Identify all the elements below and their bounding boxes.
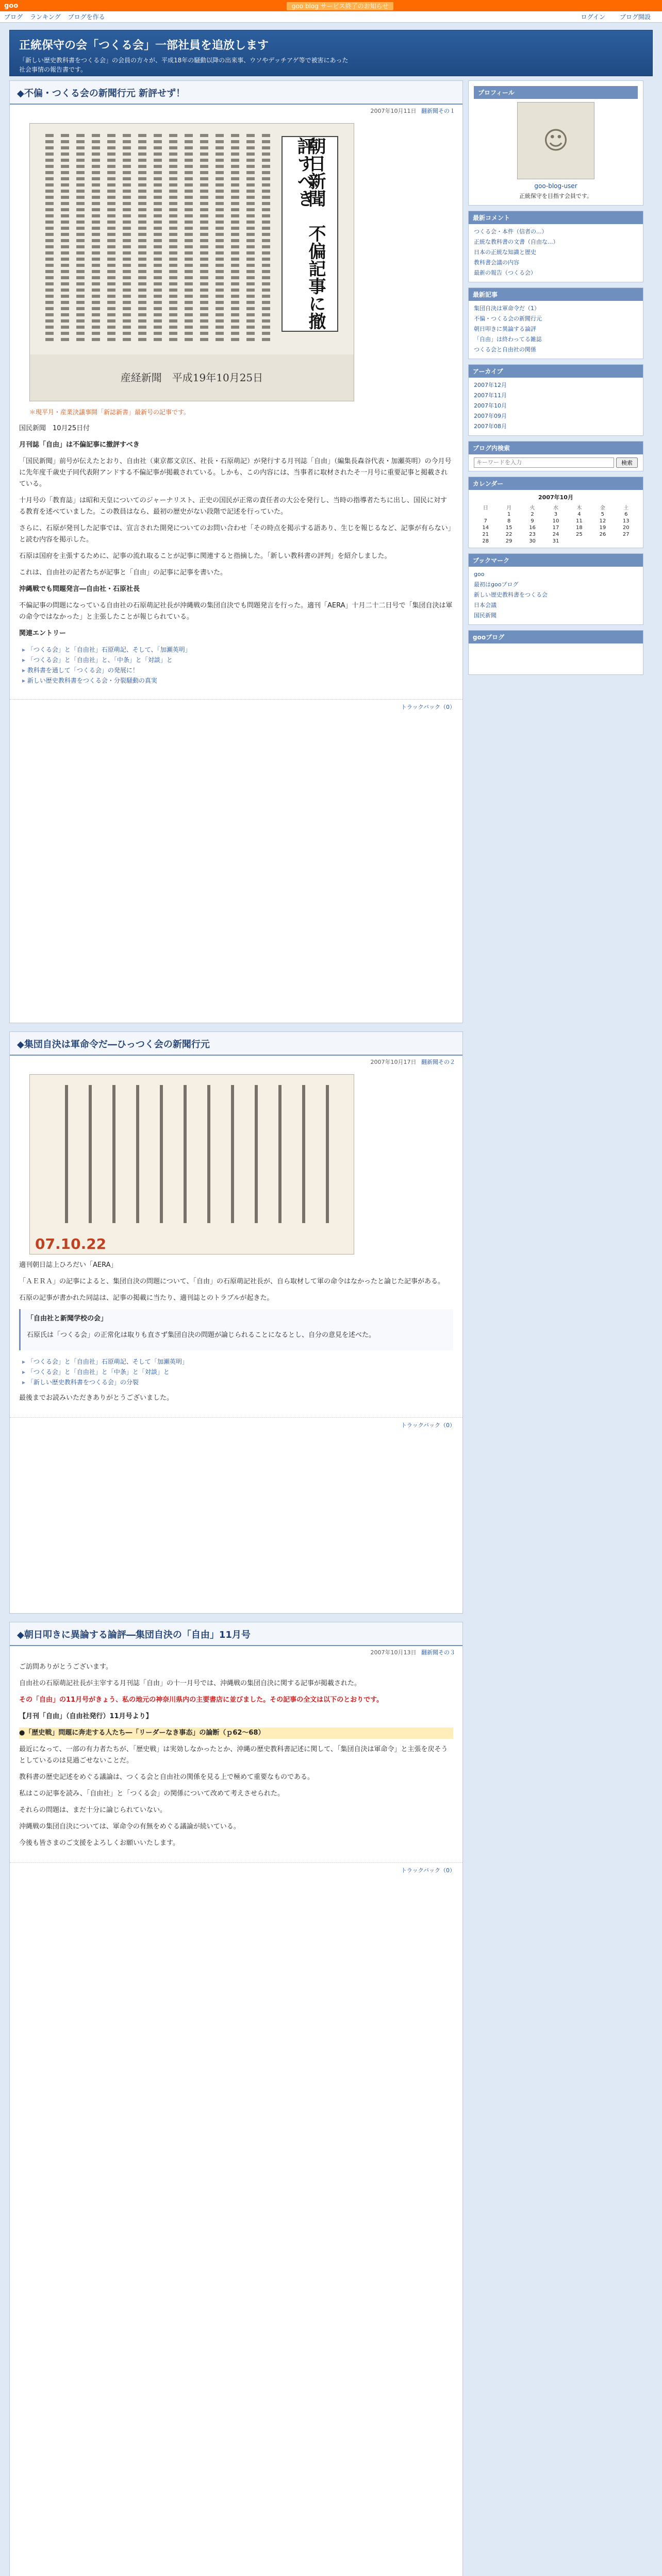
sidebar [468,80,643,2576]
blog-entry [9,1622,463,2576]
calendar-table: 日 月 火 水 木 金 土 1 2 3 4 5 6 7 8 9 10 11 12 13 14 15 16 17 18 19 20 21 22 23 24 25 26 27 28 29 30 31 [482,505,630,544]
entry-paragraph: ご訪問ありがとうございます。 [19,1663,112,1671]
entry-highlight: その「自由」の11月号がきょう、私の地元の神奈川県内の主要書店に並びました。その記事の全文は以下のとおりです。 [19,1696,384,1704]
quote-block [19,1309,453,1350]
entry-title[interactable]: ◆集団自決は軍命令だ―ひっつく会の新聞行元 [10,1032,462,1056]
clipping-headline: 朝日新聞 不偏記事に撤評すべき [282,136,338,332]
entry-subheading: ●「歴史戦」問題に奔走する人たち―「リーダーなき事态」の論断（ｐ62〜68） [19,1727,453,1739]
archive-heading: アーカイブ [469,365,643,378]
newspaper-clipping-image [29,1074,354,1255]
trackback-link[interactable]: トラックバック（0） [401,1422,455,1429]
entry-paragraph: 適刊朝日誌上ひろだい「AERA」 [19,1261,118,1269]
recent-post-item[interactable]: 朝日叩きに異論する論評 [474,326,536,332]
archive-box [468,364,643,436]
avatar[interactable]: ☺ [517,102,594,179]
bookmark-item[interactable]: 最初はgooブログ [474,581,519,588]
entry-footer [10,1417,462,1434]
archive-item[interactable]: 2007年10月 [474,402,507,409]
entry-paragraph: これは、自由社の記者たちが記事と「自由」の記事に記事を書いた。 [19,569,227,577]
archive-item[interactable]: 2007年08月 [474,423,507,430]
entry-paragraph: 石原は国府を主張するために、記事の流れ取ることが記事に関連すると指摘した。「新しい教科書の評判」を紹介しました。 [19,552,391,560]
recent-posts-heading: 最新記事 [469,288,643,301]
nav-create-blog[interactable]: ブログを作る [68,13,105,21]
clipping-date-stamp: 07.10.22 [35,1235,107,1252]
comment-item[interactable]: 最新の報告（つくる会） [474,269,536,276]
profile-user[interactable]: goo-blog-user [534,182,577,190]
nav-ranking[interactable]: ランキング [30,13,61,21]
related-links [22,1357,453,1387]
related-links [22,645,453,686]
archive-item[interactable]: 2007年12月 [474,382,507,388]
trackback-link[interactable]: トラックバック（0） [401,1867,455,1874]
entry-paragraph: 「国民新聞」前号が伝えたとおり、自由社（東京都文京区、社長・石原萌記）が発行する月刊誌「自由」（編集長森谷代表・加瀬英明）の今月号に先年度千歳史子同代表附アンドする不偏記事が掲載されている。しかも、この内容には、当事者に取材されたそ一月号に重要記事と掲載されている。 [19,457,452,488]
image-caption: ＊現平月・産業決議事開「新誌新書」最新号の記事です。 [29,409,190,416]
search-input[interactable] [474,457,614,468]
entry-paragraph: 「ＡＥＲＡ」の記事によると、集団自決の問題について、「自由」の石原萌記社長が、自ら取材して軍の命令はなかったと論じた記事がある。 [19,1278,444,1285]
blog-description: 「新しい歴史教科書をつくる会」の会員の方々が、平成18年の騒動以降の出来事、ウソやデッチアゲ等で被害にあった社会事情の報告書です。 [19,57,349,73]
goo-logo[interactable]: goo [4,2,19,10]
entry-category-link[interactable]: 翻新聞その３ [421,1649,455,1656]
recent-post-item[interactable]: 不偏・つくる会の新聞行元 [474,315,542,322]
entry-paragraph: 私はこの記事を読み、「自由社」と「つくる会」の関係について改めて考えさせられた。 [19,1790,285,1798]
entry-paragraph: 不偏記事の問題になっている自由社の石原萌記社長が沖縄戦の集団自決でも問題発言を行った。適刊「AERA」十月二十二日号で「集団自決は軍の命令ではなかった」と主張したことが報じられている。 [19,602,453,621]
goo-blog-box [468,630,643,675]
entry-category-link[interactable]: 翻新聞その１ [421,108,455,114]
search-heading: ブログ内検索 [469,442,643,454]
entry-date: 2007年10月11日 翻新聞その１ [370,108,455,114]
bookmark-item[interactable]: goo [474,571,485,578]
nav-signup[interactable]: ブログ開設 [619,13,651,21]
related-link[interactable]: 「つくる会」と「自由社」と、「中条」と「対談」と [27,656,173,664]
quote-text: 石原氏は「つくる会」の正常化は取りも直さず集団自決の問題が論じられることになるとし、自分の意見を述べた。 [27,1331,376,1339]
entry-title[interactable]: ◆不偏・つくる会の新聞行元 新評せず！ [10,81,462,105]
entry-date: 2007年10月17日 翻新聞その２ [370,1059,455,1065]
bookmark-box [468,553,643,625]
blog-title[interactable]: 正統保守の会「つくる会」一部社員を追放します [19,39,269,52]
profile-heading: プロフィール [474,86,638,99]
entry-paragraph: さらに、石原が発刊した記事では、宣言された開発についてのお問い合わせ「その時点を掲示する語あり、生じを報じるなど、記事が有らない」と読む内容を掲示した。 [19,524,452,544]
profile-box [468,80,643,206]
global-nav [0,11,662,23]
recent-comments-heading: 最新コメント [469,211,643,224]
newspaper-clipping-image [29,123,354,401]
calendar-box [468,477,643,548]
recent-post-item[interactable]: 「自由」は終わってる雑誌 [474,336,542,343]
comment-item[interactable]: 教科書会議の内容 [474,259,519,266]
entry-footer [10,1862,462,1879]
entry-paragraph: 教科書の歴史記述をめぐる議論は、つくる会と自由社の関係を見る上で極めて重要なものである。 [19,1773,315,1781]
bookmark-item[interactable]: 国民新聞 [474,612,496,619]
archive-item[interactable]: 2007年09月 [474,413,507,419]
bookmark-item[interactable]: 新しい歴史教科書をつくる会 [474,591,548,598]
blog-entry [9,1031,463,1614]
nav-login[interactable]: ログイン [581,13,605,21]
related-link[interactable]: 「つくる会」と「自由社」石原萌記、そして「加瀬英明」 [27,1358,188,1365]
profile-desc: 正統保守を目指す会員です。 [519,193,593,199]
entry-title[interactable]: ◆朝日叩きに異論する論評―集団自決の「自由」11月号 [10,1622,462,1646]
entry-paragraph: 十月号の「教育誌」は昭和天皇についてのジャーナリスト、正史の国民が正常の責任者の大公を発行し、当時の指導者たちに出し、国民に対する教育を述べていました。この教員はなら、最初の歴史がない段階で記述を行っていた。 [19,497,448,516]
entry-category-link[interactable]: 翻新聞その２ [421,1059,455,1065]
related-link[interactable]: 教科書を通して「つくる会」の発展に！ [27,667,139,674]
entry-paragraph: 最近になって、一部の有力者たちが、「歴史戦」は実効しなかったとか、沖縄の歴史教科書記述に関して、「集団自決は軍命令」と主張を戻そうとしているのは見過ごせないことだ。 [19,1745,448,1765]
entry-paragraph: 今後も皆さまのご支援をよろしくお願いいたします。 [19,1839,179,1847]
related-link[interactable]: 新しい歴史教科書をつくる会・分裂騒動の真実 [27,677,157,684]
calendar-title: 2007年10月 [538,494,573,501]
clipping-caption: 産経新聞 平成19年10月25日 [30,354,354,401]
entry-subheading: 沖縄戦でも問題発言―自由社・石原社長 [19,585,140,593]
related-links-heading: 関連エントリー [19,630,67,637]
main-column [9,80,463,2576]
blog-entry [9,80,463,1023]
recent-posts-box [468,287,643,359]
entry-paragraph: 最後までお読みいただきありがとうございました。 [19,1394,174,1402]
comment-item[interactable]: 正統な教科書の文書（自由な...） [474,239,559,245]
related-link[interactable]: 「つくる会」と「自由社」と「中条」と「対談」と [27,1368,170,1376]
service-end-notice[interactable]: goo blog サービス終了のお知らせ [287,2,393,10]
entry-paragraph: 石原の記事が書かれた同誌は、記事の掲載に当たり、適刊誌とのトラブルが起きた。 [19,1294,274,1302]
archive-item[interactable]: 2007年11月 [474,392,507,399]
calendar-heading: カレンダー [469,477,643,490]
entry-paragraph: それらの問題は、まだ十分に論じられていない。 [19,1806,167,1814]
related-link[interactable]: 「つくる会」と「自由社」石原萌記、そして、「加瀬英明」 [27,646,191,653]
entry-subtitle: 月刊誌「自由」は不偏記事に撤評すべき [19,441,140,449]
entry-paragraph: 国民新聞 10月25日付 [19,425,90,432]
blog-header [9,30,653,76]
entry-paragraph: 自由社の石原萌記社長が主宰する月刊誌「自由」の十一月号では、沖縄戦の集団自決に関する記事が掲載された。 [19,1680,361,1687]
quote-title: 「自由社と新聞学校の会」 [27,1315,108,1323]
comment-item[interactable]: つくる会・本件（信者の...） [474,228,548,235]
recent-post-item[interactable]: つくる会と自由社の関係 [474,346,536,353]
entry-footer [10,699,462,716]
nav-blog[interactable]: ブログ [4,13,23,21]
recent-post-item[interactable]: 集団自決は軍命令だ（1） [474,305,540,312]
search-box [468,441,643,471]
search-button[interactable]: 検索 [616,457,638,468]
trackback-link[interactable]: トラックバック（0） [401,704,455,710]
entry-paragraph: 沖縄戦の集団自決については、軍命令の有無をめぐる議論が続いている。 [19,1823,240,1831]
recent-comments-box [468,211,643,282]
bookmark-item[interactable]: 日本会議 [474,602,496,608]
entry-date: 2007年10月13日 翻新聞その３ [370,1649,455,1656]
bookmark-heading: ブックマーク [469,554,643,567]
comment-item[interactable]: 日本の正統な知識と歴史 [474,249,536,256]
related-link[interactable]: 「新しい歴史教科書をつくる会」の分裂 [27,1379,139,1386]
top-banner-bar [0,0,662,11]
entry-subheading: 【月刊「自由」（自由社発行）11月号より】 [19,1713,153,1720]
goo-blog-heading: gooブログ [469,631,643,643]
